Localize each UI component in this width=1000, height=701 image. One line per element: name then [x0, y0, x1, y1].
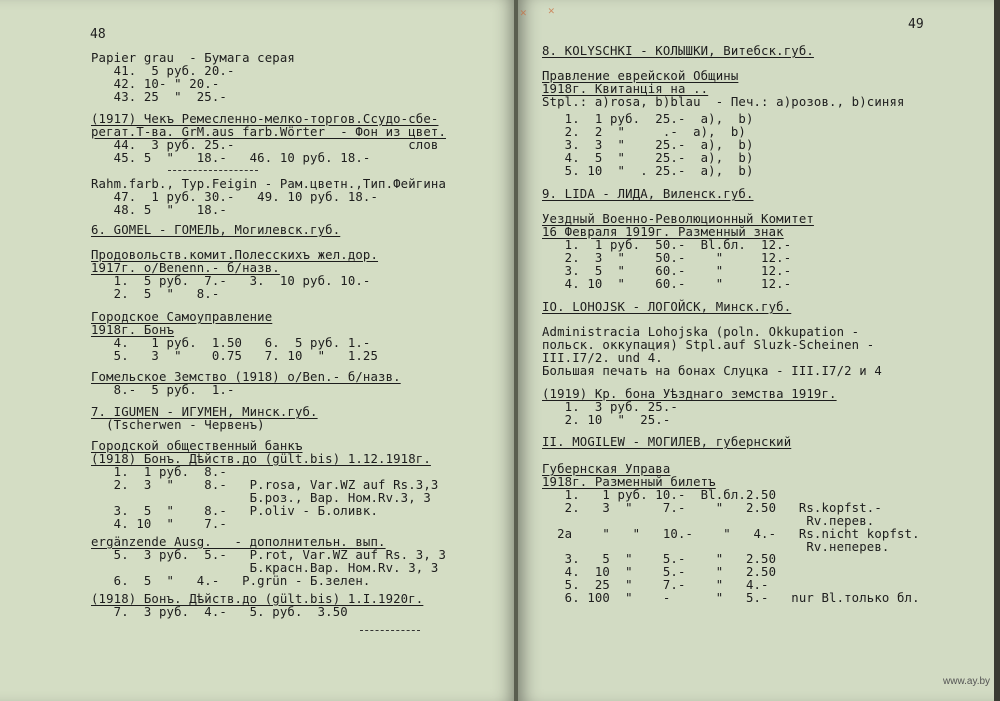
text-line: 3. 5 " 5.- " 2.50	[542, 552, 777, 566]
text-line: 5. 3 " 0.75 7. 10 " 1.25	[91, 349, 379, 363]
section-heading: 9. LIDA - ЛИДА, Виленск.губ.	[542, 187, 754, 201]
text-line: Rv.перев.	[542, 514, 875, 528]
text-line: 2. 3 " 50.- " 12.-	[542, 251, 792, 265]
section-heading: IO. LOHOJSK - ЛОГОЙСК, Минск.губ.	[542, 300, 792, 314]
right-page	[518, 0, 994, 701]
text-line: 42. 10- " 20.-	[91, 77, 220, 91]
text-line: 44. 3 руб. 25.- слов	[91, 138, 439, 152]
text-line: 8.- 5 руб. 1.-	[91, 383, 235, 397]
text-line: польск. оккупация) Stpl.auf Sluzk-Scheinen -	[542, 338, 875, 352]
text-line: 3. 5 " 60.- " 12.-	[542, 264, 792, 278]
text-line: 4. 10 " 7.-	[91, 517, 227, 531]
text-line: Б.роз., Вар. Ном.Rv.3, 3	[91, 491, 431, 505]
text-line: Правление еврейской Общины	[542, 69, 739, 83]
text-line: 47. 1 руб. 30.- 49. 10 руб. 18.-	[91, 190, 379, 204]
text-line: 3. 5 " 8.- P.oliv - Б.оливк.	[91, 504, 379, 518]
text-line: Городской общественный банкъ	[91, 439, 303, 453]
text-line: Городское Самоуправление	[91, 310, 273, 324]
text-line: 7. 3 руб. 4.- 5. руб. 3.50	[91, 605, 348, 619]
text-line: (Tscherwen - Червенъ)	[91, 418, 265, 432]
text-line: Большая печать на бонах Слуцка - III.I7/2 и 4	[542, 364, 882, 378]
text-line: Administracia Lohojska (poln. Okkupation -	[542, 325, 860, 339]
text-line: 4. 10 " 5.- " 2.50	[542, 565, 777, 579]
page-number-left: 48	[90, 27, 106, 42]
text-line: Гомельское Земство (1918) o/Ben.- б/назв.	[91, 370, 401, 384]
text-line: ergänzende Ausg. - дополнительн. вып.	[91, 535, 386, 549]
text-line: 2. 5 " 8.-	[91, 287, 220, 301]
text-line: 1918г. Квитанція на ..	[542, 82, 709, 96]
text-line: Rv.неперев.	[542, 540, 890, 554]
text-line: 1. 5 руб. 7.- 3. 10 руб. 10.-	[91, 274, 371, 288]
text-line: Б.красн.Вар. Ном.Rv. 3, 3	[91, 561, 439, 575]
text-line: 2. 3 " 8.- P.rosa, Var.WZ auf Rs.3,3	[91, 478, 439, 492]
text-line: 4. 1 руб. 1.50 6. 5 руб. 1.-	[91, 336, 371, 350]
text-line: 6. 100 " - " 5.- nur Bl.только бл.	[542, 591, 920, 605]
text-line: 2. 10 " 25.-	[542, 413, 671, 427]
text-line: 1918г. Разменный билетъ	[542, 475, 716, 489]
section-heading: 6. GOMEL - ГОМЕЛЬ, Могилевск.губ.	[91, 223, 341, 237]
text-line: 45. 5 " 18.- 46. 10 руб. 18.-	[91, 151, 371, 165]
page-tear-mark: ✕	[520, 6, 527, 19]
text-line: 2. 3 " 7.- " 2.50 Rs.kopfst.-	[542, 501, 882, 515]
text-line: (1918) Бонъ. Дѣйств.до (gült.bis) 1.12.1918г.	[91, 452, 431, 466]
separator-dash	[168, 170, 258, 171]
text-line: 1918г. Бонъ	[91, 323, 175, 337]
text-line: 5. 25 " 7.- " 4.-	[542, 578, 769, 592]
text-line: 1. 3 руб. 25.-	[542, 400, 678, 414]
text-line: Уездный Военно-Революционный Комитет	[542, 212, 814, 226]
page-number-right: 49	[908, 17, 924, 32]
text-line: 2a " " 10.- " 4.- Rs.nicht kopfst.	[542, 527, 920, 541]
text-line: III.I7/2. und 4.	[542, 351, 663, 365]
watermark: www.ay.by	[943, 676, 991, 687]
text-line: Stpl.: a)rosa, b)blau - Печ.: a)розов., b)синяя	[542, 95, 905, 109]
text-line: 41. 5 руб. 20.-	[91, 64, 235, 78]
text-line: 2. 2 " .- a), b)	[542, 125, 746, 139]
page-tear-mark: ✕	[548, 4, 555, 17]
text-line: 1. 1 руб. 8.-	[91, 465, 227, 479]
section-heading: II. MOGILEW - МОГИЛЕВ, губернский	[542, 435, 792, 449]
text-line: (1919) Кр. бона Уѣзднаго земства 1919г.	[542, 387, 837, 401]
text-line: Rahm.farb., Typ.Feigin - Рам.цветн.,Тип.Фейгина	[91, 177, 447, 191]
text-line: Продовольств.комит.Полесскихъ жел.дор.	[91, 248, 379, 262]
text-line: (1917) Чекъ Ремесленно-мелко-торгов.Ссудо-сбе-	[91, 112, 439, 126]
text-line: 4. 5 " 25.- a), b)	[542, 151, 754, 165]
section-heading: 7. IGUMEN - ИГУМЕН, Минск.губ.	[91, 405, 318, 419]
text-line: 5. 3 руб. 5.- P.rot, Var.WZ auf Rs. 3, 3	[91, 548, 447, 562]
text-line: 1. 1 руб. 10.- Bl.бл.2.50	[542, 488, 777, 502]
text-line: 5. 10 " . 25.- a), b)	[542, 164, 754, 178]
text-line: 1. 1 руб. 25.- a), b)	[542, 112, 754, 126]
text-line: 16 Февраля 1919г. Разменный знак	[542, 225, 784, 239]
text-line: 48. 5 " 18.-	[91, 203, 227, 217]
text-line: регат.Т-ва. GrM.aus farb.Wörter - Фон из цвет.	[91, 125, 447, 139]
section-heading: 8. KOLYSCHKI - КОЛЫШКИ, Витебск.губ.	[542, 44, 814, 58]
text-line: 43. 25 " 25.-	[91, 90, 227, 104]
separator-dash	[360, 630, 420, 631]
book-edge	[994, 0, 1000, 701]
text-line: 4. 10 " 60.- " 12.-	[542, 277, 792, 291]
text-line: 1. 1 руб. 50.- Bl.бл. 12.-	[542, 238, 792, 252]
text-line: Papier grau - Бумага серая	[91, 51, 295, 65]
text-line: 1917г. o/Benenn.- б/назв.	[91, 261, 280, 275]
text-line: (1918) Бонъ. Дѣйств.до (gült.bis) 1.I.1920г.	[91, 592, 424, 606]
text-line: 3. 3 " 25.- a), b)	[542, 138, 754, 152]
text-line: Губернская Управа	[542, 462, 671, 476]
text-line: 6. 5 " 4.- P.grün - Б.зелен.	[91, 574, 371, 588]
